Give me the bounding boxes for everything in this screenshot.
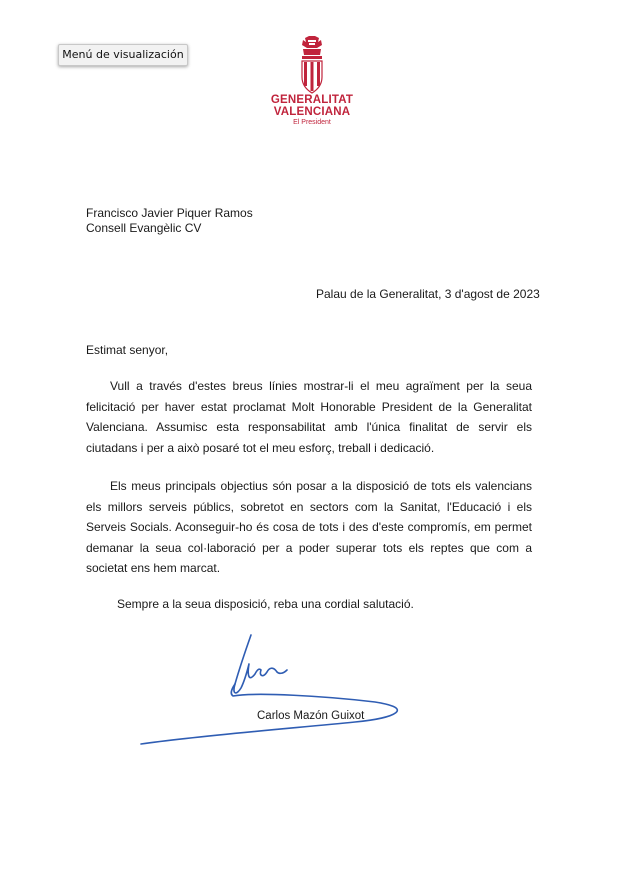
- logo-text-generalitat: GENERALITAT: [270, 94, 354, 106]
- recipient-organization: Consell Evangèlic CV: [86, 221, 202, 235]
- display-menu-button[interactable]: Menú de visualización: [58, 44, 188, 66]
- generalitat-logo: [262, 36, 362, 128]
- body-paragraph: Els meus principals objectius són posar a la disposició de tots els valencians els millors serveis públics, sobretot en sectors com la Sanitat, l'Educació i els Serveis Socials. Aconseguir-ho és cosa de tots i des d'este compromís, em permet demanar la seua col·laboració per a poder superar tots els reptes que com a societat ens hem marcat.: [86, 479, 532, 575]
- body-paragraph: Vull a través d'estes breus línies mostrar-li el meu agraïment per la seua felicitació per haver estat proclamat Molt Honorable President de la Generalitat Valenciana. Assumisc esta responsabilitat amb l'única finalitat de servir els ciutadans i per a això posaré tot el meu esforç, treball i dedicació.: [86, 379, 532, 455]
- logo-text-president: El President: [293, 119, 331, 126]
- recipient-name: Francisco Javier Piquer Ramos: [86, 206, 253, 220]
- closing-line: Sempre a la seua disposició, reba una cordial salutació.: [117, 597, 414, 611]
- greeting: Estimat senyor,: [86, 343, 169, 357]
- recipient-block: [86, 206, 253, 236]
- handwritten-signature: [135, 630, 410, 750]
- logo-text-valenciana: VALENCIANA: [273, 106, 351, 118]
- signer-name: Carlos Mazón Guixot: [257, 710, 365, 722]
- place-date: Palau de la Generalitat, 3 d'agost de 2023: [316, 287, 540, 301]
- coat-of-arms-icon: [295, 36, 329, 94]
